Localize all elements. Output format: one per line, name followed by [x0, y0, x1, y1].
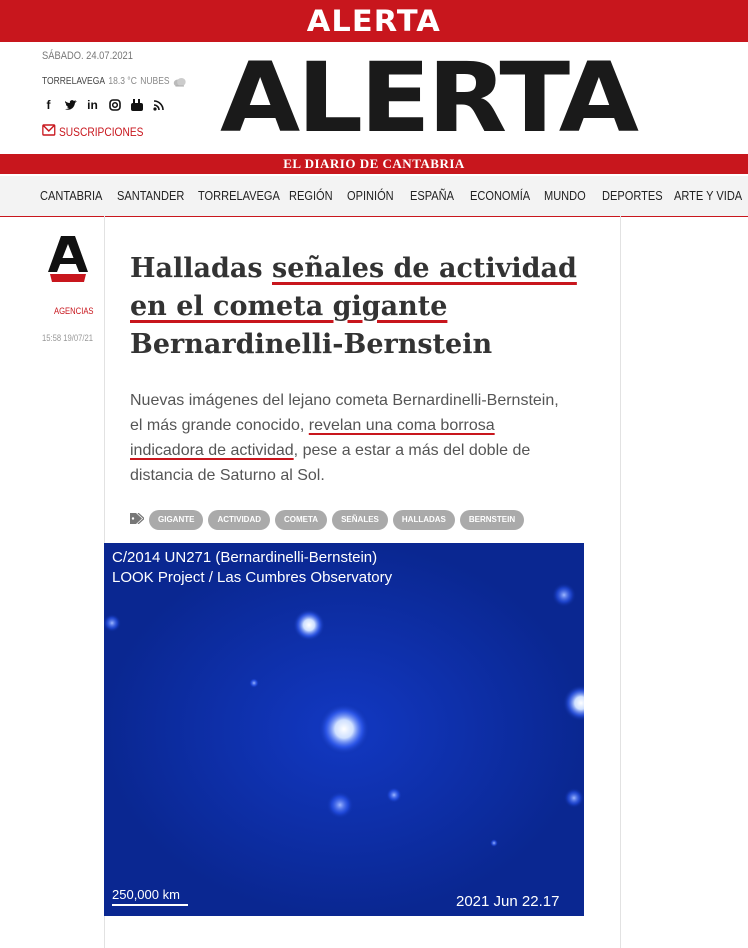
nav-item-economia[interactable]: ECONOMÍA — [470, 188, 531, 203]
headline-highlight: en el cometa gigante — [130, 291, 448, 322]
weather-temp: 18.3 °C — [108, 76, 137, 87]
tag-icon — [130, 511, 144, 529]
lead-part: el más grande conocido, — [130, 417, 309, 434]
topbar-logo[interactable]: ALERTA — [306, 4, 442, 38]
envelope-icon — [42, 124, 56, 139]
nav-item-espana[interactable]: ESPAÑA — [410, 188, 455, 203]
weather-widget — [42, 76, 187, 87]
photo-scale-bar — [112, 904, 188, 906]
photo-date: 2021 Jun 22.17 — [456, 893, 560, 910]
nav-item-torrelavega[interactable]: TORRELAVEGA — [198, 188, 280, 203]
cloud-icon — [173, 77, 187, 87]
tagline: EL DIARIO DE CANTABRIA — [283, 156, 465, 171]
photo-caption-credit: LOOK Project / Las Cumbres Observatory — [112, 569, 393, 586]
weather-desc: NUBES — [140, 76, 170, 87]
weather-city: TORRELAVEGA — [42, 76, 105, 87]
headline-highlight: señales de actividad — [272, 253, 577, 284]
article-tags — [130, 510, 524, 530]
article-timestamp: 15:58 19/07/21 — [42, 333, 94, 343]
lead-line: Nuevas imágenes del lejano cometa Bernardinelli-Bernstein, — [130, 392, 559, 409]
photo-scale-label: 250,000 km — [112, 887, 180, 902]
headline-part: Halladas — [130, 253, 272, 284]
tagline-band — [0, 154, 748, 174]
nav-item-arte-y-vida[interactable]: ARTE Y VIDA — [674, 188, 743, 203]
social-links — [42, 98, 165, 112]
comet-image — [104, 543, 584, 916]
youtube-icon[interactable] — [130, 98, 143, 112]
instagram-icon[interactable] — [108, 98, 121, 112]
nav-item-santander[interactable]: SANTANDER — [117, 188, 185, 203]
nav-item-region[interactable]: REGIÓN — [289, 188, 333, 203]
tag-pill[interactable]: SEÑALES — [332, 510, 388, 530]
article-lead — [130, 388, 590, 488]
article-source[interactable]: AGENCIAS — [54, 306, 94, 316]
tag-pill[interactable]: COMETA — [275, 510, 327, 530]
lead-highlight: revelan una coma borrosa — [308, 417, 495, 434]
lead-part: , pese a estar a más del doble de — [293, 442, 531, 459]
lead-line: distancia de Saturno al Sol. — [130, 467, 325, 484]
nav-item-cantabria[interactable]: CANTABRIA — [40, 188, 103, 203]
nav-item-deportes[interactable]: DEPORTES — [602, 188, 663, 203]
subscriptions-link[interactable] — [42, 124, 143, 139]
linkedin-icon[interactable]: in — [87, 98, 98, 112]
current-date: SÁBADO. 24.07.2021 — [42, 50, 133, 62]
masthead-logo[interactable]: ALERTA — [220, 42, 636, 154]
tag-pill[interactable]: BERNSTEIN — [460, 510, 524, 530]
tag-pill[interactable]: GIGANTE — [149, 510, 203, 530]
source-logo — [48, 236, 88, 284]
subscriptions-label: SUSCRIPCIONES — [59, 124, 144, 139]
nav-item-mundo[interactable]: MUNDO — [544, 188, 586, 203]
rss-icon[interactable] — [152, 98, 165, 112]
twitter-icon[interactable] — [64, 98, 77, 112]
tag-pill[interactable]: ACTIVIDAD — [208, 510, 270, 530]
headline-part: Bernardinelli-Bernstein — [130, 329, 493, 360]
lead-highlight: indicadora de actividad — [130, 442, 294, 459]
facebook-icon[interactable]: f — [46, 98, 51, 112]
top-bar — [0, 0, 748, 42]
article-photo — [104, 543, 584, 916]
article-headline — [130, 250, 600, 364]
photo-caption-title: C/2014 UN271 (Bernardinelli-Bernstein) — [112, 549, 378, 566]
nav-item-opinion[interactable]: OPINIÓN — [347, 188, 394, 203]
main-nav — [0, 176, 748, 217]
tag-pill[interactable]: HALLADAS — [393, 510, 455, 530]
